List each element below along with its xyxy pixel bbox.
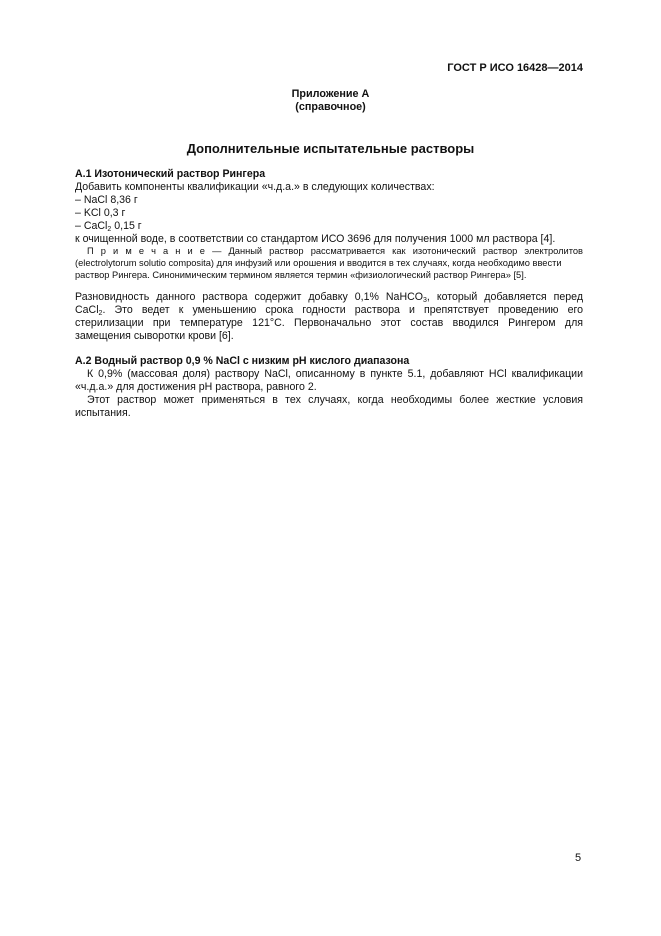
section-a2 <box>75 355 583 420</box>
a1-water: к очищенной воде, в соответствии со стандартом ИСО 3696 для получения 1000 мл раствора [4]. <box>75 233 556 245</box>
a1-item3-post: 0,15 г <box>111 220 142 232</box>
a1-item-nacl: – NaCl 8,36 г <box>75 194 138 206</box>
var-l2-pre: CaCl <box>75 304 99 316</box>
var-l2-post: . Это ведет к уменьшению срока годности раствора и препятствует проведению его <box>102 304 583 316</box>
document-code: ГОСТ Р ИСО 16428—2014 <box>447 62 583 74</box>
appendix-subtitle: (справочное) <box>295 101 366 113</box>
note-line-1: П р и м е ч а н и е — Данный раствор рассматривается как изотонический раствор электролитов <box>87 246 583 256</box>
a1-item-kcl: – KCl 0,3 г <box>75 207 126 219</box>
section-a1 <box>75 168 583 246</box>
var-l1-post: , который добавляется перед <box>426 291 584 303</box>
a1-item-cacl2 <box>75 220 583 233</box>
variant-line-1 <box>75 291 583 304</box>
a2-p1-line-1: К 0,9% (массовая доля) раствору NaCl, описанному в пункте 5.1, добавляют HCl квалификации <box>87 368 583 380</box>
a1-item3-pre: – CaCl <box>75 220 108 232</box>
a2-p2-line-2: испытания. <box>75 407 131 419</box>
var-l1-sub: 3 <box>423 297 427 304</box>
var-l1-pre: Разновидность данного раствора содержит добавку 0,1% NaHCO <box>75 291 423 303</box>
var-l2-sub: 2 <box>98 310 103 317</box>
a1-item3-sub: 2 <box>107 226 112 233</box>
note-line-2: (electrolytorum solutio composita) для инфузий или орошения и вводится в тех случаях, когда необходимо ввести <box>75 258 562 269</box>
a1-heading: А.1 Изотонический раствор Рингера <box>75 168 266 180</box>
a1-note <box>75 245 583 282</box>
a2-heading: А.2 Водный раствор 0,9 % NaCl с низким pH кислого диапазона <box>75 355 410 367</box>
section-title: Дополнительные испытательные растворы <box>186 141 475 156</box>
a2-p2-line-1: Этот раствор может применяться в тех случаях, когда необходимы более жесткие условия <box>87 394 583 406</box>
note-line-3: раствор Рингера. Синонимическим термином является термин «физиологический раствор Рингера» [5]. <box>75 270 527 281</box>
variant-line-3: стерилизации при температуре 121°С. Первоначально этот состав вводился Рингером для <box>75 317 583 329</box>
variant-line-4: замещения сыворотки крови [6]. <box>75 330 234 342</box>
page-number: 5 <box>575 852 582 864</box>
a1-variant-paragraph <box>75 291 583 343</box>
appendix-title: Приложение А <box>291 88 370 100</box>
variant-line-2 <box>75 304 583 317</box>
a2-p1-line-2: «ч.д.а.» для достижения pH раствора, равного 2. <box>75 381 317 393</box>
a1-intro: Добавить компоненты квалификации «ч.д.а.» в следующих количествах: <box>75 181 435 193</box>
